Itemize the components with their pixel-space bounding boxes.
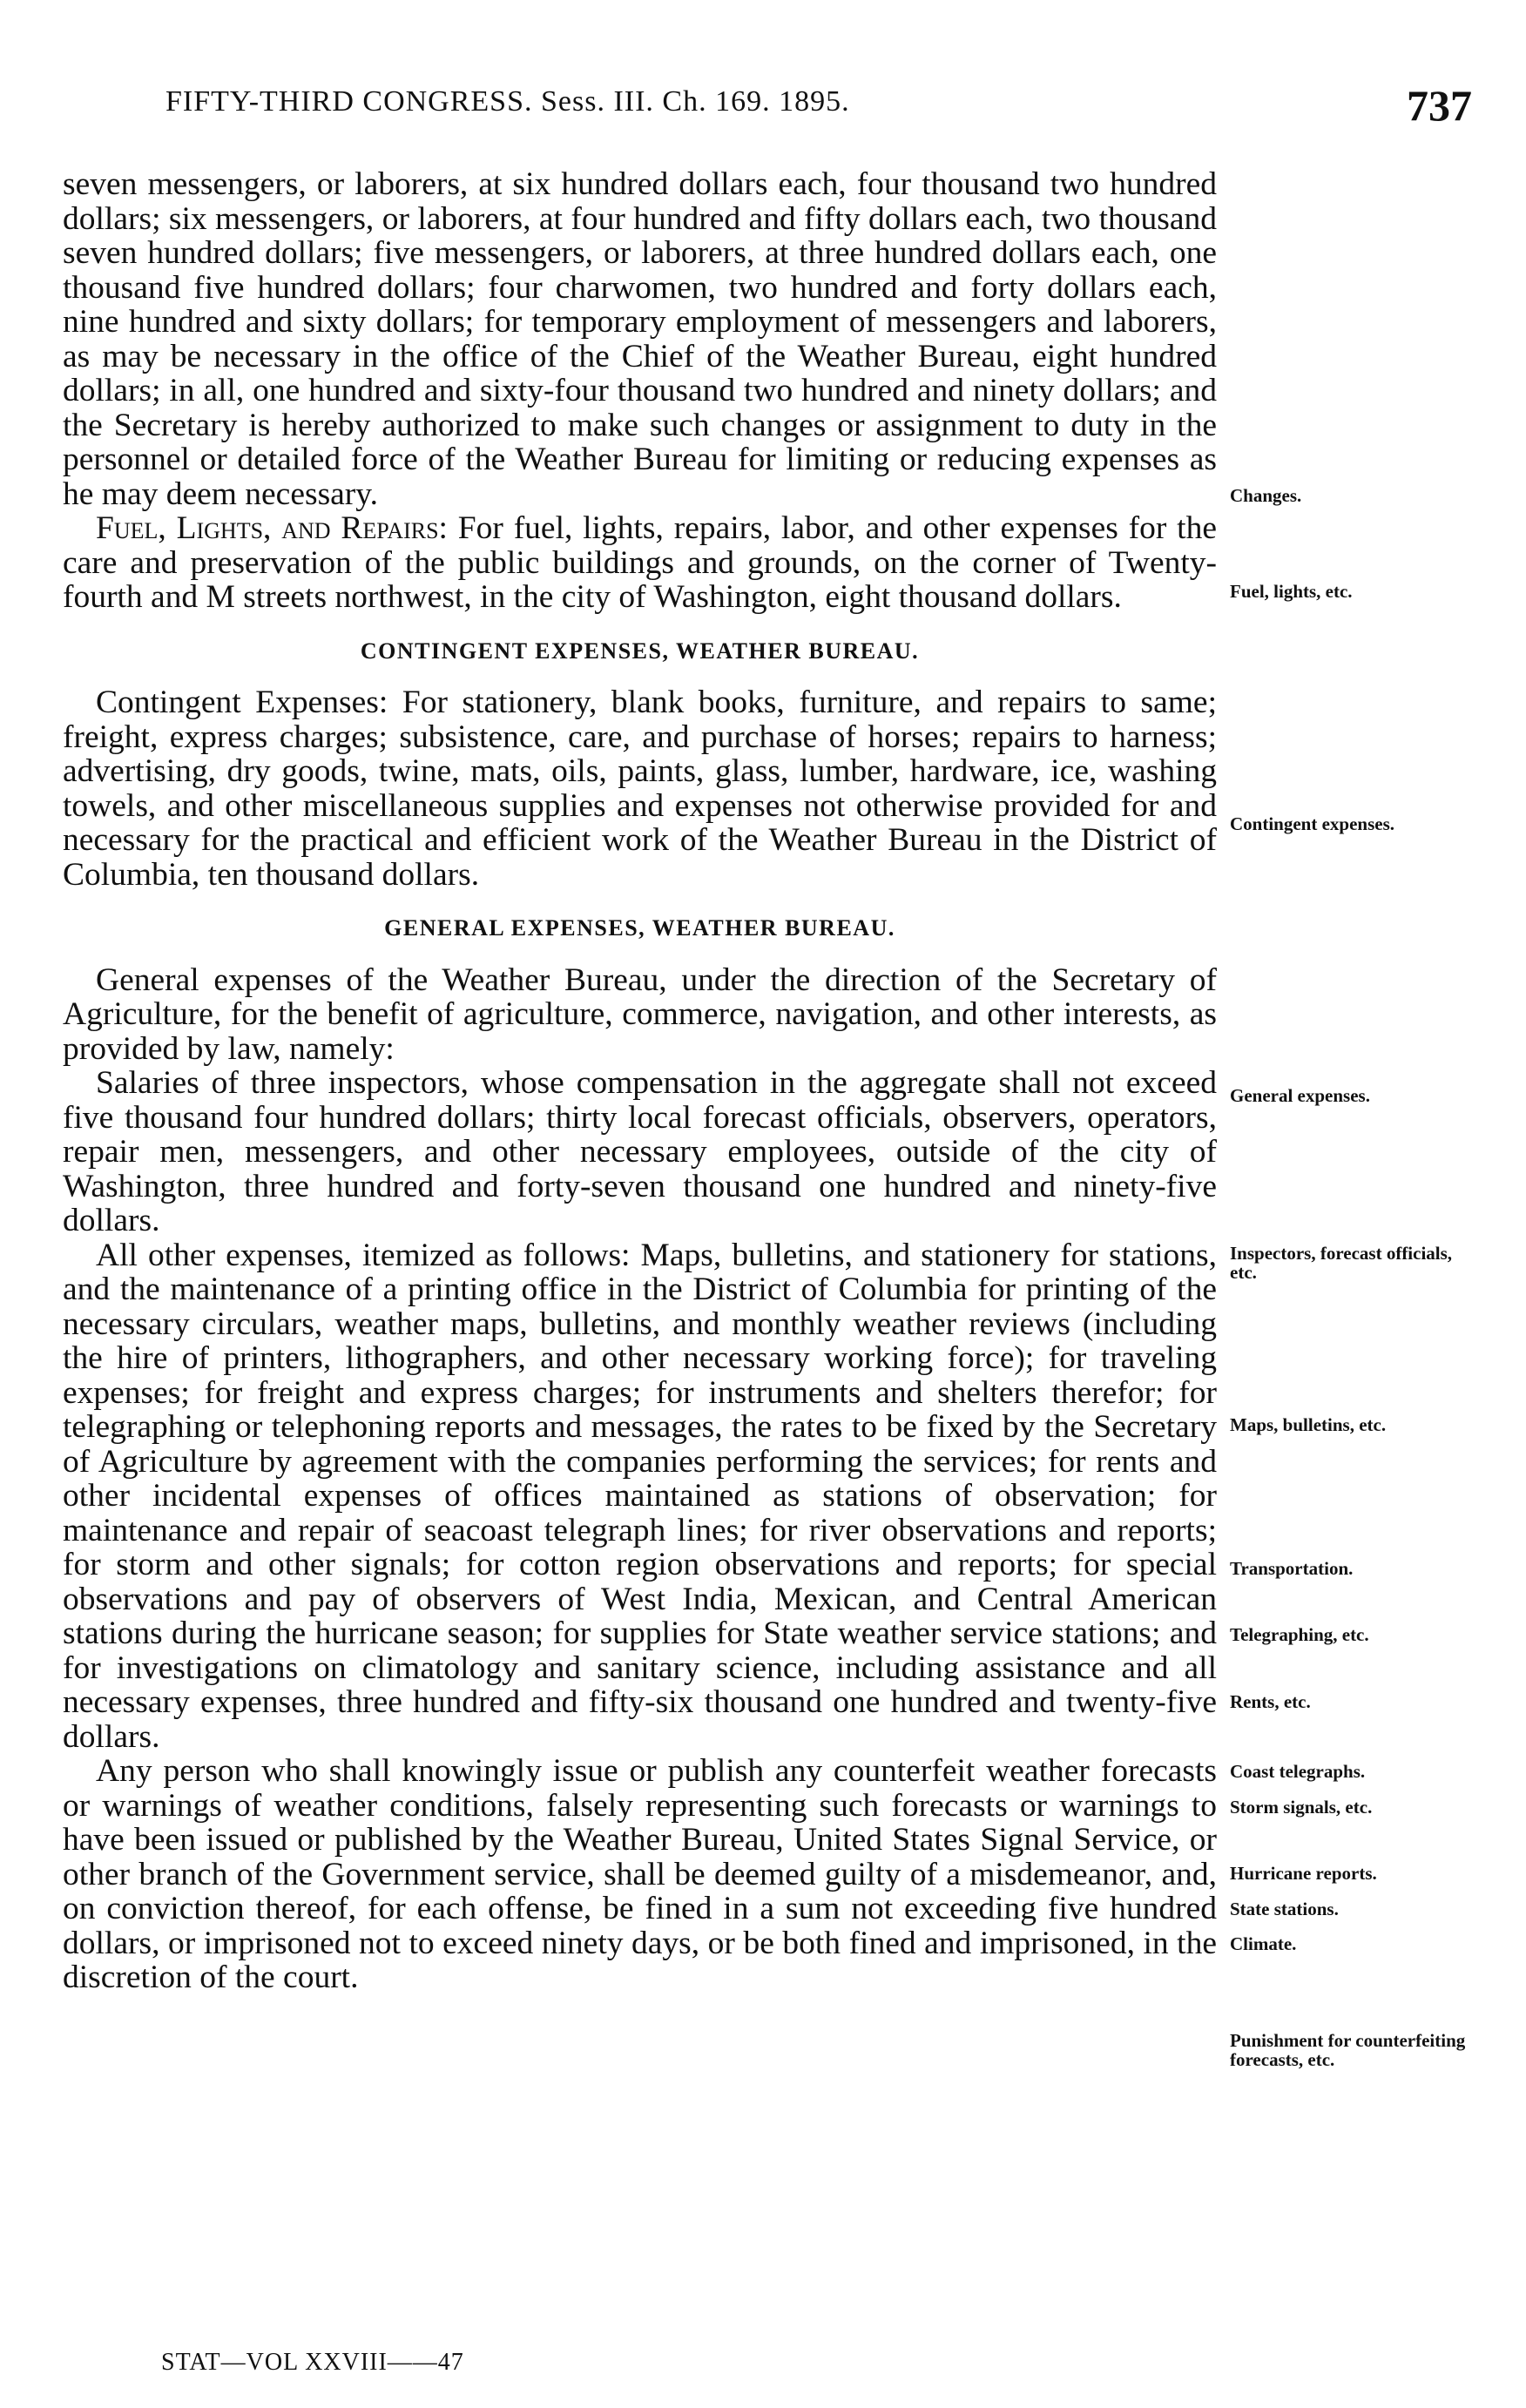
paragraph-counterfeit-forecasts: Any person who shall knowingly issue or publish any counterfeit weather forecasts or warnings of weather conditions, falsely representing such forecasts or warnings to have been issued or published by the Weather Bureau, United States Signal Service, or other branch of the Government service, shall be deemed guilty of a misdemeanor, and, on conviction thereof, for each offense, be fined in a sum not exceeding five hundred dollars, or imprisoned not to exceed ninety days, or be both fined and imprisoned, in the discretion of the court. xyxy=(63,1753,1217,1995)
paragraph-other-expenses: All other expenses, itemized as follows: Maps, bulletins, and stationery for stations, and the maintenance of a printing office in the District of Columbia for printing of the necessary circulars, weather maps, bulletins, and monthly weather reviews (including the hire of printers, lithographers, and other necessary working force); for traveling expenses; for freight and express charges; for instruments and shelters therefor; for telegraphing or telephoning reports and messages, the rates to be fixed by the Secretary of Agriculture by agreement with the companies performing the services; for rents and other incidental expenses of offices maintained as stations of observation; for maintenance and repair of seacoast telegraph lines; for river observations and reports; for storm and other signals; for cotton region observations and reports; for special observations and pay of observers of West India, Mexican, and Central American stations during the hurricane season; for supplies for State weather service stations; and for investigations on climatology and sanitary science, including assistance and all necessary expenses, three hundred and fifty-six thousand one hundred and twenty-five dollars. xyxy=(63,1237,1217,1755)
paragraph-general-expenses: General expenses of the Weather Bureau, under the direction of the Secretary of Agriculture, for the benefit of agriculture, commerce, navigation, and other interests, as provided by law, namely: xyxy=(63,961,1217,1067)
margin-note-maps: Maps, bulletins, etc. xyxy=(1230,1414,1387,1435)
margin-note-general: General expenses. xyxy=(1230,1085,1370,1106)
margin-note-rents: Rents, etc. xyxy=(1230,1691,1311,1712)
margin-note-storm: Storm signals, etc. xyxy=(1230,1797,1373,1818)
margin-note-contingent: Contingent expenses. xyxy=(1230,813,1395,834)
margin-note-coast: Coast telegraphs. xyxy=(1230,1761,1366,1782)
margin-note-punishment: Punishment for counterfeiting forecasts, etc. xyxy=(1230,2030,1466,2070)
signature-mark: STAT—VOL XXVIII——47 xyxy=(161,2349,464,2376)
margin-note-fuel: Fuel, lights, etc. xyxy=(1230,581,1353,602)
paragraph-messengers: seven messengers, or laborers, at six hundred dollars each, four thousand two hundred dollars; six messengers, or laborers, at four hundred and fifty dollars each, two thousand seven hundred dollars; five messengers, or laborers, at three hundred dollars each, one thousand five hundred dollars; four charwomen, two hundred and forty dollars each, nine hundred and sixty dollars; for temporary employment of messengers and laborers, as may be necessary in the office of the Chief of the Weather Bureau, eight hundred dollars; in all, one hundred and sixty-four thousand two hundred and ninety dollars; and the Secretary is hereby authorized to make such changes or assignment to duty in the personnel or detailed force of the Weather Bureau for limiting or reducing expenses as he may deem necessary. xyxy=(63,166,1217,512)
margin-note-climate: Climate. xyxy=(1230,1933,1297,1954)
statute-body xyxy=(63,167,1217,1995)
page-header xyxy=(105,81,1481,138)
margin-note-state: State stations. xyxy=(1230,1899,1339,1919)
paragraph-salaries: Salaries of three inspectors, whose compensation in the aggregate shall not exceed five thousand four hundred dollars; thirty local forecast officials, observers, operators, repair men, messengers, and other necessary employees, outside of the city of Washington, three hundred and forty-seven thousand one hundred and ninety-five dollars. xyxy=(63,1065,1217,1238)
paragraph-fuel-text: For fuel, lights, repairs, labor, and other expenses for the care and preservation of the public buildings and grounds, on the corner of Twenty-fourth and M streets northwest, in the city of Washington, eight thousand dollars. xyxy=(63,510,1217,615)
margin-note-inspectors: Inspectors, forecast officials, etc. xyxy=(1230,1243,1453,1283)
heading-general-expenses: GENERAL EXPENSES, WEATHER BUREAU. xyxy=(384,915,895,941)
paragraph-fuel-lights-repairs xyxy=(63,511,1217,615)
margin-note-changes: Changes. xyxy=(1230,485,1302,506)
section-caption-fuel: Fuel, Lights, and Repairs: xyxy=(96,510,448,546)
page-number: 737 xyxy=(1407,81,1472,130)
margin-note-transportation: Transportation. xyxy=(1230,1558,1354,1579)
running-head: FIFTY-THIRD CONGRESS. Sess. III. Ch. 169. 1895. xyxy=(165,85,850,118)
heading-contingent-expenses: CONTINGENT EXPENSES, WEATHER BUREAU. xyxy=(360,637,920,664)
margin-note-hurricane: Hurricane reports. xyxy=(1230,1863,1377,1884)
paragraph-contingent-expenses: Contingent Expenses: For stationery, blank books, furniture, and repairs to same; freight, express charges; subsistence, care, and purchase of horses; repairs to harness; advertising, dry goods, twine, mats, oils, paints, glass, lumber, hardware, ice, washing towels, and other miscellaneous supplies and expenses not otherwise provided for and necessary for the practical and efficient work of the Weather Bureau in the District of Columbia, ten thousand dollars. xyxy=(63,685,1217,893)
margin-note-telegraphing: Telegraphing, etc. xyxy=(1230,1624,1369,1645)
